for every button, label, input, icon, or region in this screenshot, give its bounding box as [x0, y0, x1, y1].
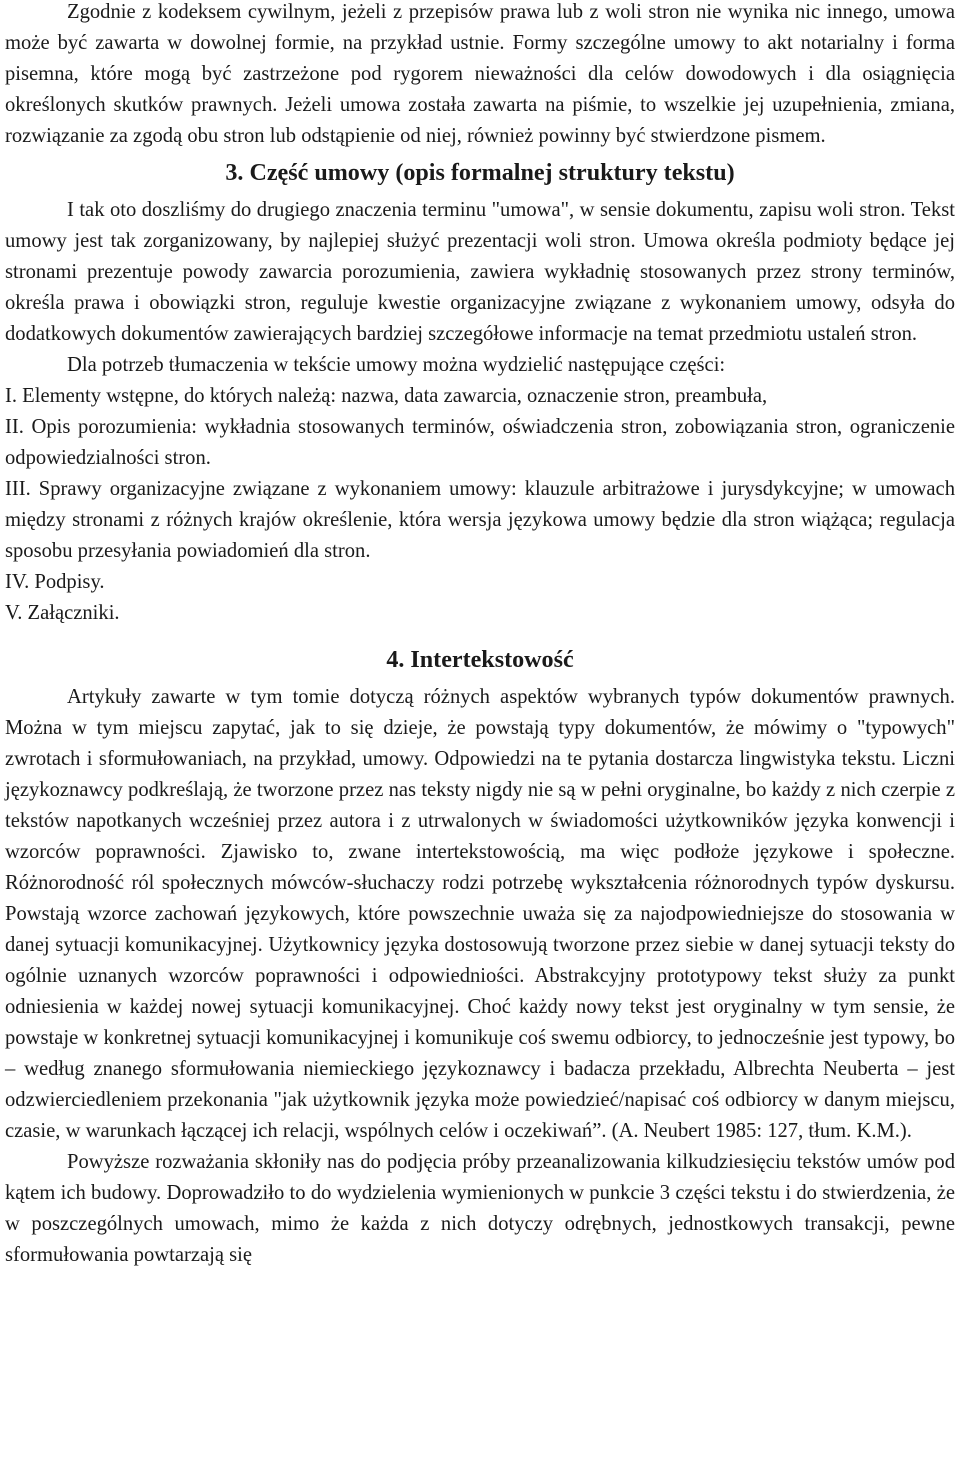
list-item: V. Załączniki. — [5, 602, 120, 624]
list-item: III. Sprawy organizacyjne związane z wykonaniem umowy: klauzule arbitrażowe i jurysdykcyjne; w umowach między stronami z różnych krajów określenie, która wersja językowa umowy będzie dla stron wiążąca; regulacja sposobu przesyłania powiadomień dla stron. — [5, 478, 955, 562]
paragraph-intertextuality: Artykuły zawarte w tym tomie dotyczą różnych aspektów wybranych typów dokumentów prawnych. Można w tym miejscu zapytać, jak to się dzieje, że powstają typy dokumentów, że mówimy o "typowych" zwrotach i sformułowaniach, na przykład, umowy. Odpowiedzi na te pytania dostarcza lingwistyka tekstu. Liczni językoznawcy podkreślają, że tworzone przez nas teksty nigdy nie są w pełni oryginalne, bo każdy z nich czerpie z tekstów napotkanych wcześniej przez autora i z utrwalonych w świadomości użytkowników języka konwencji i wzorców poprawności. Zjawisko to, zwane intertekstowością, ma więc podłoże językowe i społeczne. Różnorodność ról społecznych mówców-słuchaczy rodzi potrzebę wykształcenia różnorodnych typów dyskursu. Powstają wzorce zachowań językowych, które powszechnie uważa się za najodpowiedniejsze do stosowania w danej sytuacji komunikacyjnej. Użytkownicy języka dostosowują tworzone przez siebie w danej sytuacji teksty do ogólnie uznanych wzorców poprawności i odpowiedniości. Abstrakcyjny prototypowy tekst służy za punkt odniesienia w każdej nowej sytuacji komunikacyjnej. Choć każdy nowy tekst jest oryginalny w tym sensie, że powstaje w konkretnej sytuacji komunikacyjnej i komunikuje coś swemu odbiorcy, to jednocześnie jest typowy, bo – według znanego sformułowania niemieckiego językoznawcy i badacza przekładu, Albrechta Neuberta – jest odzwierciedleniem przekonania "jak użytkownik języka może powiedzieć/napisać coś odbiorcy w danym miejscu, czasie, w warunkach łączącej ich relacji, wspólnych celów i oczekiwań”. (A. Neubert 1985: 127, tłum. K.M.). — [5, 686, 955, 1142]
contract-parts-list — [5, 381, 955, 629]
paragraph-contract-forms: Zgodnie z kodeksem cywilnym, jeżeli z przepisów prawa lub z woli stron nie wynika nic innego, umowa może być zawarta w dowolnej formie, na przykład ustnie. Formy szczególne umowy to akt notarialny i forma pisemna, które mogą być zastrzeżone pod rygorem nieważności dla celów dowodowych i dla osiągnięcia określonych skutków prawnych. Jeżeli umowa została zawarta na piśmie, to wszelkie jej uzupełnienia, zmiana, rozwiązanie za zgodą obu stron lub odstąpienie od niej, również powinny być stwierdzone pismem. — [5, 1, 955, 147]
list-item: I. Elementy wstępne, do których należą: nazwa, data zawarcia, oznaczenie stron, preambuła, — [5, 385, 768, 407]
section-heading-contract-parts: 3. Część umowy (opis formalnej struktury tekstu) — [225, 160, 735, 186]
section-heading-intertextuality: 4. Intertekstowość — [386, 647, 574, 673]
paragraph-analysis-conclusion: Powyższe rozważania skłoniły nas do podjęcia próby przeanalizowania kilkudziesięciu tekstów umów pod kątem ich budowy. Doprowadziło to do wydzielenia wymienionych w punkcie 3 części tekstu i do stwierdzenia, że w poszczególnych umowach, mimo że każda z nich dotyczy odrębnych, jednostkowych transakcji, pewne sformułowania powtarzają się — [5, 1151, 955, 1266]
list-item: II. Opis porozumienia: wykładnia stosowanych terminów, oświadczenia stron, zobowiązania stron, ograniczenie odpowiedzialności stron. — [5, 416, 955, 469]
section-spacer — [5, 629, 955, 639]
paragraph-translation-parts-intro: Dla potrzeb tłumaczenia w tekście umowy można wydzielić następujące części: — [67, 354, 726, 376]
list-item: IV. Podpisy. — [5, 571, 105, 593]
paragraph-contract-structure: I tak oto doszliśmy do drugiego znaczenia terminu "umowa", w sensie dokumentu, zapisu woli stron. Tekst umowy jest tak zorganizowany, by najlepiej służyć prezentacji woli stron. Umowa określa podmioty będące jej stronami prezentuje powody zawarcia porozumienia, zawiera wykładnię stosowanych przez strony terminów, określa prawa i obowiązki stron, reguluje kwestie organizacyjne związane z wykonaniem umowy, odsyła do dodatkowych dokumentów zawierających bardziej szczegółowe informacje na temat przedmiotu ustaleń stron. — [5, 199, 955, 345]
